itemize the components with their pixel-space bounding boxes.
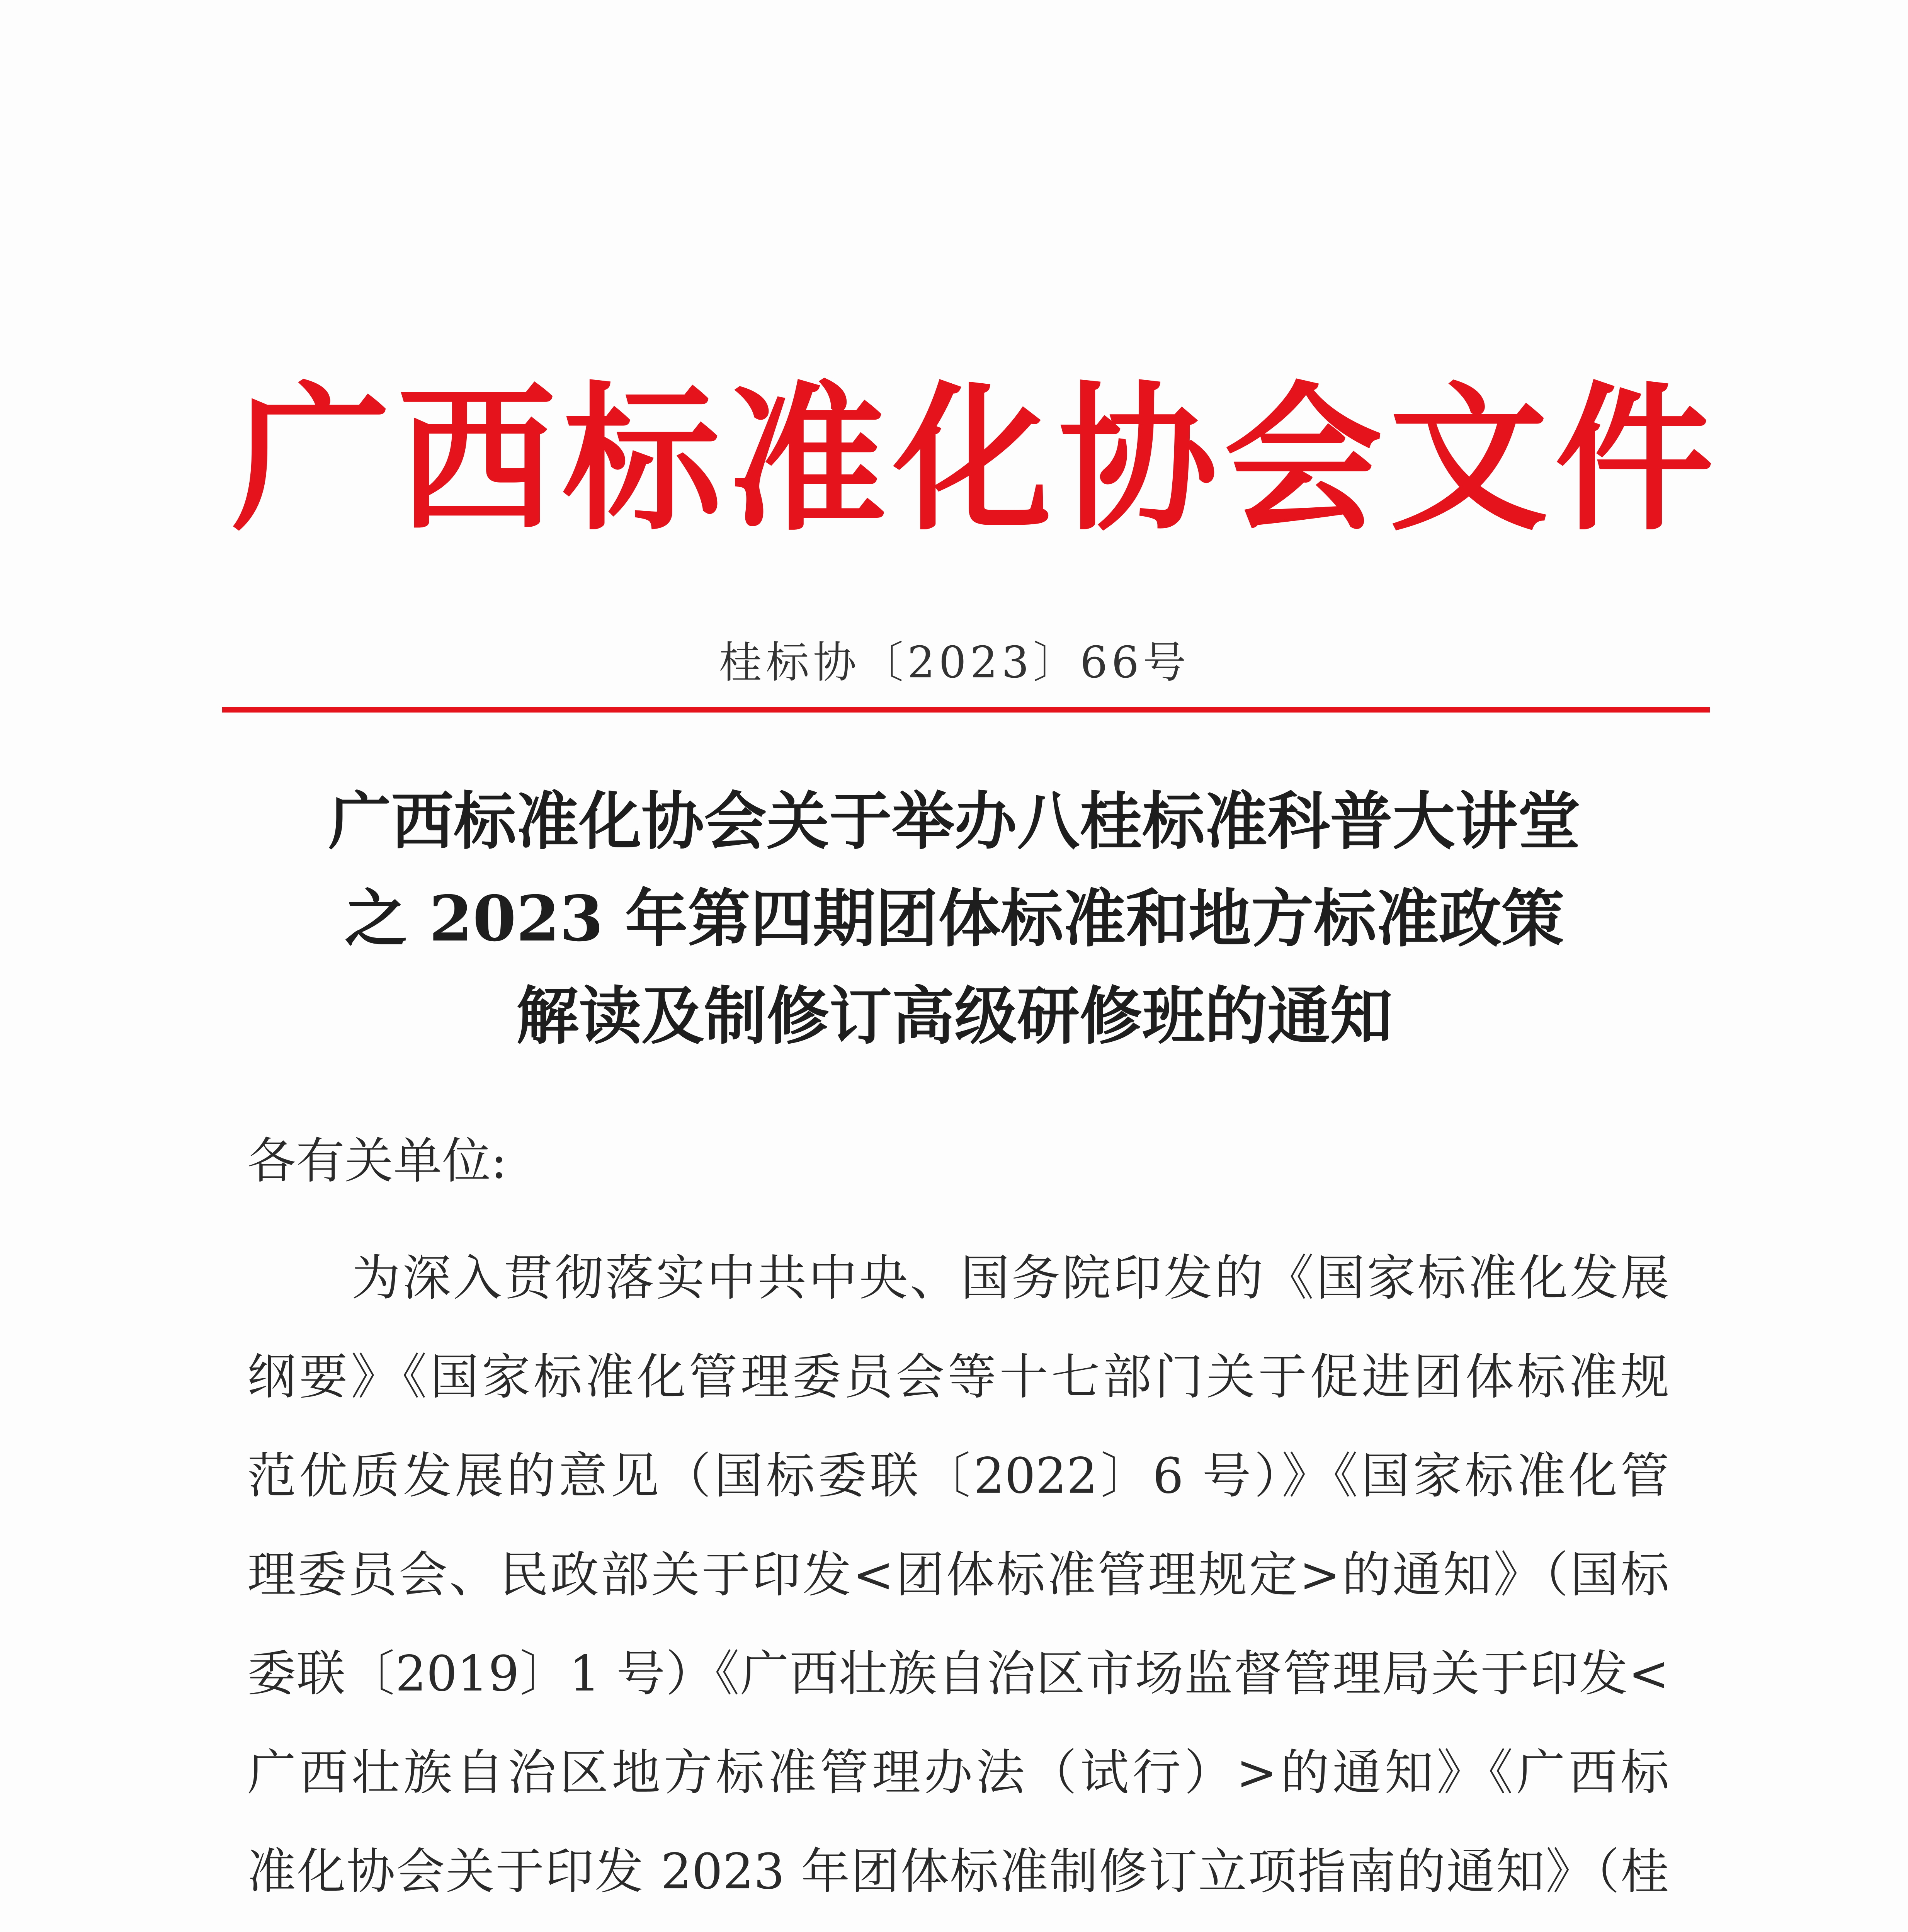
masthead-title: 广西标准化协会文件 xyxy=(232,367,1720,552)
notice-title-line-2: 之 2023 年第四期团体标准和地方标准政策 xyxy=(345,882,1564,956)
body-line: 纲要》《国家标准化管理委员会等十七部门关于促进团体标准规 xyxy=(247,1349,1669,1405)
body-line: 广西壮族自治区地方标准管理办法（试行）>的通知》《广西标 xyxy=(247,1744,1669,1801)
notice-title-line-3: 解读及制修订高级研修班的通知 xyxy=(516,980,1393,1053)
body-line: 范优质发展的意见（国标委联〔2022〕6 号）》《国家标准化管 xyxy=(247,1447,1669,1504)
red-divider-line xyxy=(222,707,1710,713)
document-number: 桂标协〔2023〕66号 xyxy=(719,638,1190,688)
body-paragraph xyxy=(247,1229,1669,1932)
body-line: 为深入贯彻落实中共中央、国务院印发的《国家标准化发展 xyxy=(352,1250,1669,1306)
salutation: 各有关单位: xyxy=(247,1133,507,1189)
body-line: 准化协会关于印发 2023 年团体标准制修订立项指南的通知》（桂 xyxy=(247,1843,1669,1900)
notice-title xyxy=(232,773,1677,1065)
body-line: 委联〔2019〕1 号）《广西壮族自治区市场监督管理局关于印发< xyxy=(247,1645,1669,1702)
body-line: 理委员会、民政部关于印发<团体标准管理规定>的通知》（国标 xyxy=(247,1546,1669,1603)
notice-title-line-1: 广西标准化协会关于举办八桂标准科普大讲堂 xyxy=(328,785,1580,858)
body-line xyxy=(247,1921,1669,1932)
